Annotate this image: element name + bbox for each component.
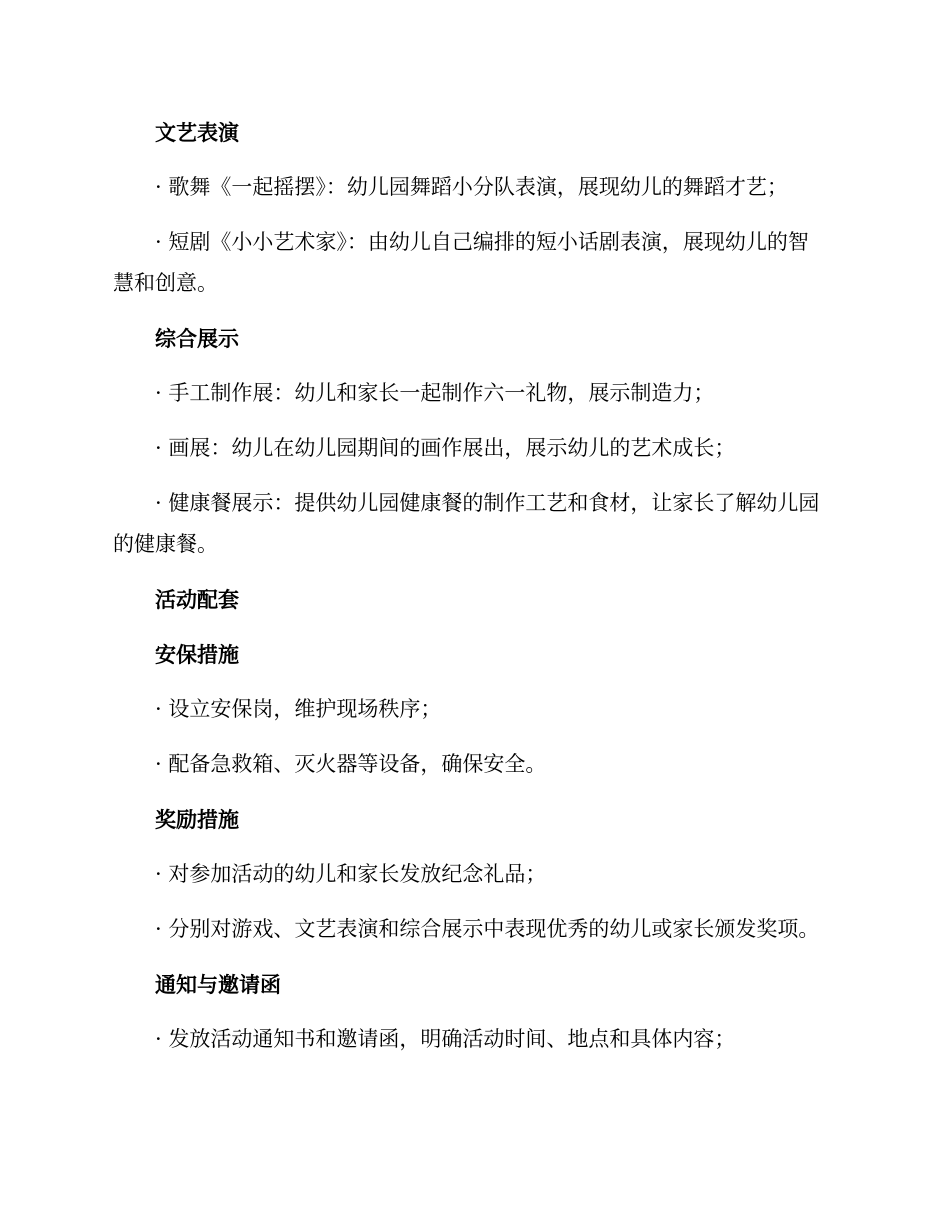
- list-item: · 分别对游戏、文艺表演和综合展示中表现优秀的幼儿或家长颁发奖项。: [155, 917, 820, 941]
- list-item: · 配备急救箱、灭火器等设备，确保安全。: [155, 752, 547, 776]
- list-item: · 歌舞《一起摇摆》：幼儿园舞蹈小分队表演，展现幼儿的舞蹈才艺；: [155, 175, 788, 199]
- list-item: · 健康餐展示：提供幼儿园健康餐的制作工艺和食材，让家长了解幼儿园的健康餐。: [113, 491, 820, 556]
- section-heading: 通知与邀请函: [155, 972, 281, 997]
- list-item: · 手工制作展：幼儿和家长一起制作六一礼物，展示制造力；: [155, 381, 715, 405]
- section-heading: 综合展示: [155, 326, 239, 351]
- list-item: · 设立安保岗，维护现场秩序；: [155, 697, 442, 721]
- section-heading: 安保措施: [155, 642, 239, 667]
- list-item: · 发放活动通知书和邀请函，明确活动时间、地点和具体内容；: [155, 1027, 736, 1051]
- section-heading: 文艺表演: [155, 120, 239, 145]
- list-item: · 对参加活动的幼儿和家长发放纪念礼品；: [155, 862, 547, 886]
- list-item: · 短剧《小小艺术家》：由幼儿自己编排的短小话剧表演，展现幼儿的智慧和创意。: [113, 230, 809, 295]
- section-heading: 活动配套: [155, 587, 239, 612]
- list-item: · 画展：幼儿在幼儿园期间的画作展出，展示幼儿的艺术成长；: [155, 436, 736, 460]
- section-heading: 奖励措施: [155, 807, 239, 832]
